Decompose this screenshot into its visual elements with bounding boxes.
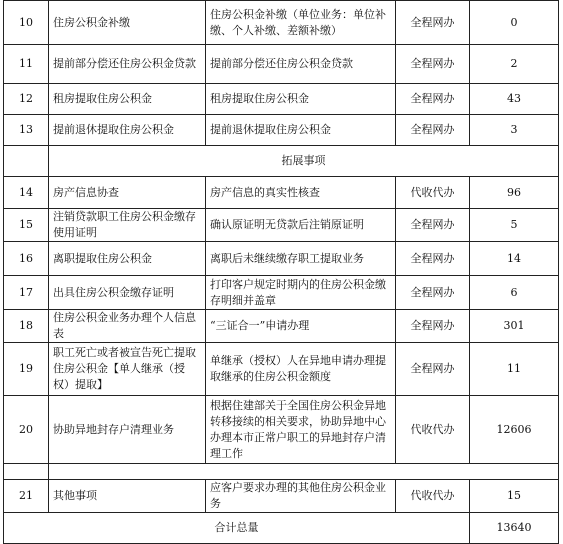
- item-content: 住房公积金补缴（单位业务：单位补缴、个人补缴、差额补缴）: [206, 1, 396, 45]
- handling-mode: 全程网办: [396, 310, 470, 343]
- item-count: 6: [470, 276, 559, 310]
- row-number: 19: [4, 343, 49, 396]
- item-name: 其他事项: [49, 480, 206, 513]
- row-number: 10: [4, 1, 49, 45]
- item-content: 提前部分偿还住房公积金贷款: [206, 45, 396, 84]
- handling-mode: 代收代办: [396, 396, 470, 464]
- item-content: 根据住建部关于全国住房公积金异地转移接续的相关要求，协助异地中心办理本市正常户职工的异地封存户清理工作: [206, 396, 396, 464]
- item-name: 房产信息协查: [49, 177, 206, 209]
- item-count: 0: [470, 1, 559, 45]
- blank-row: [4, 464, 559, 480]
- table-row: [4, 209, 559, 242]
- item-count: 43: [470, 84, 559, 115]
- section-title: 拓展事项: [49, 146, 559, 177]
- service-statistics-table: [3, 0, 559, 544]
- item-content: 打印客户规定时期内的住房公积金缴存明细并盖章: [206, 276, 396, 310]
- item-content: 提前退休提取住房公积金: [206, 115, 396, 146]
- handling-mode: 代收代办: [396, 480, 470, 513]
- item-name: 住房公积金业务办理个人信息表: [49, 310, 206, 343]
- table-row: [4, 343, 559, 396]
- item-content: 确认原证明无贷款后注销原证明: [206, 209, 396, 242]
- item-name: 提前退休提取住房公积金: [49, 115, 206, 146]
- row-number: 17: [4, 276, 49, 310]
- handling-mode: 全程网办: [396, 84, 470, 115]
- item-content: 租房提取住房公积金: [206, 84, 396, 115]
- table-row: [4, 45, 559, 84]
- handling-mode: 全程网办: [396, 209, 470, 242]
- item-name: 住房公积金补缴: [49, 1, 206, 45]
- item-name: 注销贷款职工住房公积金缴存使用证明: [49, 209, 206, 242]
- row-number: 20: [4, 396, 49, 464]
- handling-mode: 代收代办: [396, 177, 470, 209]
- table-row: [4, 115, 559, 146]
- row-number: 18: [4, 310, 49, 343]
- item-count: 11: [470, 343, 559, 396]
- row-number: 14: [4, 177, 49, 209]
- total-value: 13640: [470, 513, 559, 544]
- item-count: 15: [470, 480, 559, 513]
- row-number: 16: [4, 242, 49, 276]
- table-row: [4, 276, 559, 310]
- row-number: 15: [4, 209, 49, 242]
- blank-cell: [4, 464, 49, 480]
- handling-mode: 全程网办: [396, 242, 470, 276]
- item-count: 96: [470, 177, 559, 209]
- handling-mode: 全程网办: [396, 115, 470, 146]
- item-name: 协助异地封存户清理业务: [49, 396, 206, 464]
- handling-mode: 全程网办: [396, 1, 470, 45]
- item-name: 提前部分偿还住房公积金贷款: [49, 45, 206, 84]
- row-number: 12: [4, 84, 49, 115]
- blank-cell: [4, 146, 49, 177]
- total-label: 合计总量: [4, 513, 470, 544]
- table-row: [4, 1, 559, 45]
- table-row: [4, 480, 559, 513]
- handling-mode: 全程网办: [396, 45, 470, 84]
- item-name: 租房提取住房公积金: [49, 84, 206, 115]
- item-content: 房产信息的真实性核查: [206, 177, 396, 209]
- blank-cell: [49, 464, 559, 480]
- item-count: 3: [470, 115, 559, 146]
- row-number: 11: [4, 45, 49, 84]
- item-name: 离职提取住房公积金: [49, 242, 206, 276]
- item-content: 离职后未继续缴存职工提取业务: [206, 242, 396, 276]
- handling-mode: 全程网办: [396, 343, 470, 396]
- item-content: 单继承（授权）人在异地申请办理提取继承的住房公积金额度: [206, 343, 396, 396]
- item-count: 301: [470, 310, 559, 343]
- table-row: [4, 177, 559, 209]
- item-count: 12606: [470, 396, 559, 464]
- section-row: [4, 146, 559, 177]
- table-row: [4, 310, 559, 343]
- table-row: [4, 396, 559, 464]
- item-count: 14: [470, 242, 559, 276]
- handling-mode: 全程网办: [396, 276, 470, 310]
- row-number: 21: [4, 480, 49, 513]
- item-content: 应客户要求办理的其他住房公积金业务: [206, 480, 396, 513]
- item-name: 出具住房公积金缴存证明: [49, 276, 206, 310]
- table-row: [4, 242, 559, 276]
- item-content: “三证合一”申请办理: [206, 310, 396, 343]
- item-count: 5: [470, 209, 559, 242]
- total-row: [4, 513, 559, 544]
- row-number: 13: [4, 115, 49, 146]
- item-name: 职工死亡或者被宣告死亡提取住房公积金【单人继承（授权）提取】: [49, 343, 206, 396]
- item-count: 2: [470, 45, 559, 84]
- table-row: [4, 84, 559, 115]
